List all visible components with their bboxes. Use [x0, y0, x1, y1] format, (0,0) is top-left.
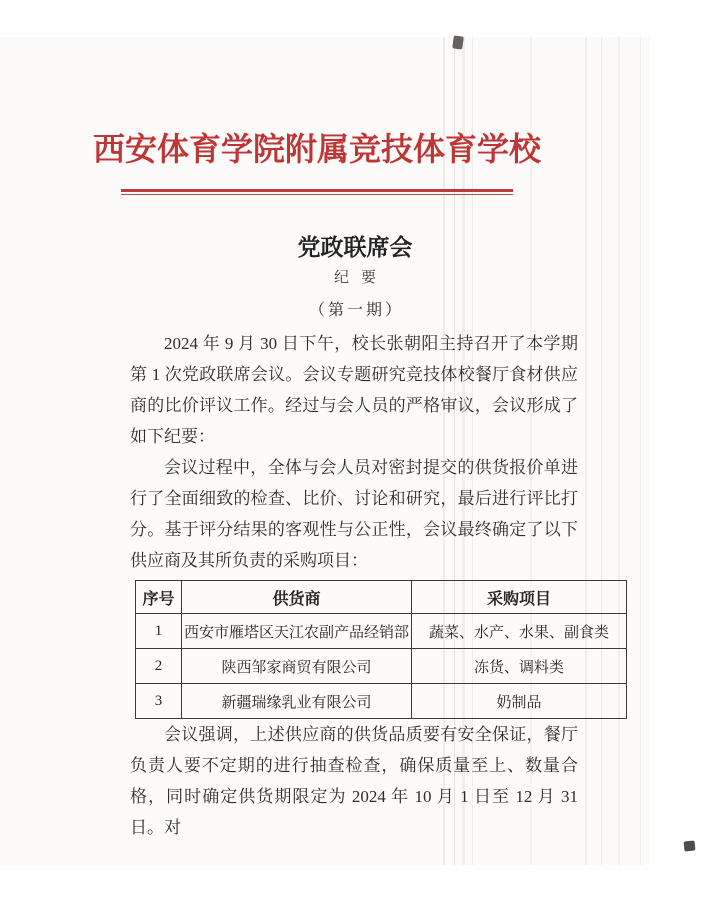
body-text-opening: [130, 328, 578, 576]
cell-supplier: 新疆瑞缘乳业有限公司: [182, 684, 412, 719]
header-supplier: 供货商: [182, 581, 412, 614]
meeting-title: 党政联席会: [297, 235, 413, 260]
cell-seq: 3: [136, 684, 182, 719]
table-header-row: [136, 581, 627, 614]
header-items: 采购项目: [412, 581, 627, 614]
paragraph-emphasis: 会议强调，上述供应商的供货品质要有安全保证，餐厅负责人要不定期的进行抽查检查，确保质量至上、数量合格，同时确定供货期限定为 2024 年 10 月 1 日至 12 月 31 日。对: [130, 725, 578, 837]
paragraph-meeting-opening: 2024 年 9 月 30 日下午，校长张朝阳主持召开了本学期第 1 次党政联席会议。会议专题研究竞技体校餐厅食材供应商的比价评议工作。经过与会人员的严格审议，会议形成了如下纪要：: [130, 334, 578, 446]
doc-type-label: 纪要: [333, 270, 388, 286]
cell-items: 冻货、调料类: [412, 649, 627, 684]
cell-supplier: 西安市雁塔区天江农副产品经销部: [182, 614, 412, 649]
cell-supplier: 陕西邹家商贸有限公司: [182, 649, 412, 684]
scan-artifact-mark: [684, 840, 696, 851]
letterhead-rule-thin-line: [121, 194, 513, 195]
cell-seq: 1: [136, 614, 182, 649]
cell-seq: 2: [136, 649, 182, 684]
table-row: [136, 649, 627, 684]
cell-items: 蔬菜、水产、水果、副食类: [412, 614, 627, 649]
scan-artifact-mark: [452, 35, 464, 49]
paragraph-review-process: 会议过程中，全体与会人员对密封提交的供货报价单进行了全面细致的检查、比价、讨论和研究，最后进行评比打分。基于评分结果的客观性与公正性，会议最终确定了以下供应商及其所负责的采购项目：: [130, 458, 578, 570]
cell-items: 奶制品: [412, 684, 627, 719]
table-row: [136, 684, 627, 719]
issue-number-label: （第一期）: [308, 302, 404, 319]
supplier-table: [135, 580, 627, 719]
table-row: [136, 614, 627, 649]
body-text-closing: [130, 719, 578, 843]
letterhead-rule: [121, 189, 513, 195]
header-seq: 序号: [136, 581, 182, 614]
letterhead-school-title: 西安体育学院附属竞技体育学校: [92, 131, 541, 167]
